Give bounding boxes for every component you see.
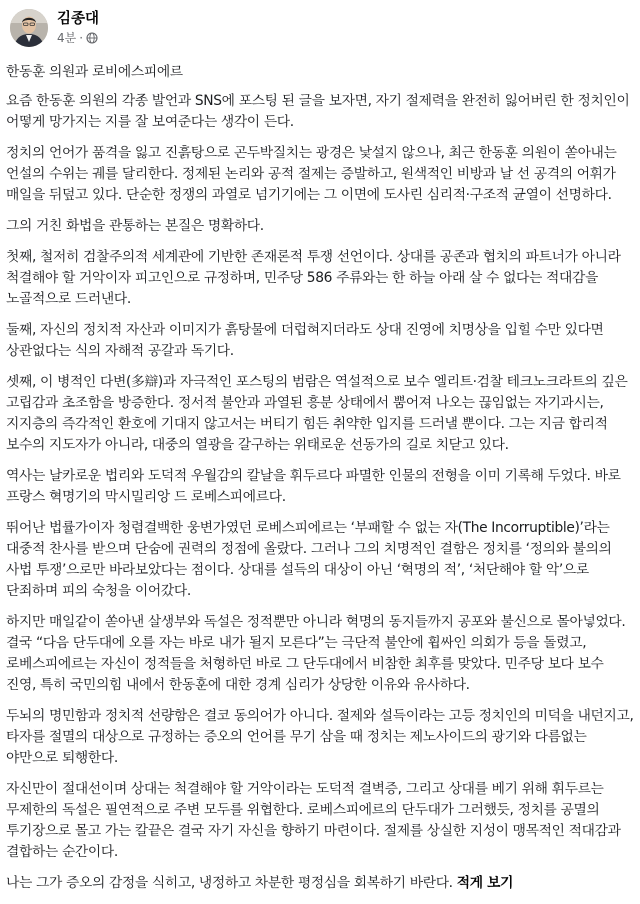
post-paragraph: 요즘 한동훈 의원의 각종 발언과 SNS에 포스팅 된 글을 보자면, 자기 절제력을 완전히 잃어버린 한 정치인이 어떻게 망가지는 지를 잘 보여준다는 생각이 든다. [6,93,630,130]
post-meta [57,30,99,46]
post-paragraph: 셋째, 이 병적인 다변(多辯)과 자극적인 포스팅의 범람은 역설적으로 보수 엘리트·검찰 테크노크라트의 깊은 고립감과 초조함을 방증한다. 정서적 불안과 과열된 흥분 상태에서 뿜어져 나오는 끊임없는 자기과시는, 지지층의 즉각적인 환호에 기대지 않고서는 버티기 힘든 취약한 입지를 드러낼 뿐이다. 그는 지금 합리적 보수의 지도자가 아니라, 대중의 열광을 갈구하는 위태로운 선동가의 길로 치닫고 있다. [6,374,628,453]
post-paragraph: 정치의 언어가 품격을 잃고 진흙탕으로 곤두박질치는 광경은 낯설지 않으나, 최근 한동훈 의원이 쏟아내는 언설의 수위는 궤를 달리한다. 정제된 논리와 공적 절제는 증발하고, 원색적인 비방과 날 선 공격의 어휘가 매일을 뒤덮고 있다. 단순한 정쟁의 과열로 넘기기에는 그 이면에 도사린 심리적·구조적 균열이 선명하다. [6,145,617,203]
post-paragraph: 두뇌의 명민함과 정치적 선량함은 결코 동의어가 아니다. 절제와 설득이라는 고등 정치인의 미덕을 내던지고, 타자를 절멸의 대상으로 규정하는 증오의 언어를 무기 삼을 때 정치는 제노사이드의 광기와 다름없는 야만으로 퇴행한다. [6,708,634,766]
post-paragraph: 그의 거친 화법을 관통하는 본질은 명확하다. [6,218,264,234]
post-paragraph: 뛰어난 법률가이자 청렴결백한 웅변가였던 로베스피에르는 ‘부패할 수 없는 자(The Incorruptible)’라는 대중적 찬사를 받으며 단숨에 권력의 정점에 올랐다. 그러나 그의 치명적인 결함은 정치를 ‘정의와 불의의 사법 투쟁’으로만 바라보았다는 점이다. 상대를 설득의 대상이 아닌 ‘혁명의 적’, ‘처단해야 할 악’으로 단죄하며 피의 숙청을 이어갔다. [6,520,612,599]
post-timestamp[interactable]: 4분 [57,31,77,45]
globe-icon[interactable] [86,32,98,44]
post-body [6,62,634,904]
author-name[interactable]: 김종대 [57,11,100,27]
post-paragraph: 한동훈 의원과 로비에스피에르 [6,64,183,80]
post-paragraph: 자신만이 절대선이며 상대는 척결해야 할 거악이라는 도덕적 결벽증, 그리고 상대를 베기 위해 휘두르는 무제한의 독설은 필연적으로 주변 모두를 위협한다. 로베스피에르의 단두대가 그러했듯, 정치를 공멸의 투기장으로 몰고 가는 칼끝은 결국 자기 자신을 향하기 마련이다. 절제를 상실한 지성이 맹목적인 적대감과 결합하는 순간이다. [6,781,621,860]
last-paragraph-text: 나는 그가 증오의 감정을 식히고, 냉정하고 차분한 평정심을 회복하기 바란다. [6,875,453,891]
see-less-button[interactable]: 적게 보기 [456,875,514,891]
post-paragraph: 첫째, 철저히 검찰주의적 세계관에 기반한 존재론적 투쟁 선언이다. 상대를 공존과 협치의 파트너가 아니라 척결해야 할 거악이자 피고인으로 규정하며, 민주당 586 주류와는 한 하늘 아래 살 수 없다는 적대감을 노골적으로 드러낸다. [6,249,621,307]
author-avatar[interactable] [10,9,48,47]
avatar-photo-icon [10,9,48,47]
post-paragraph: 하지만 매일같이 쏟아낸 살생부와 독설은 정적뿐만 아니라 혁명의 동지들까지 공포와 불신으로 몰아넣었다. 결국 “다음 단두대에 오를 자는 바로 내가 될지 모른다”는 극단적 불안에 휩싸인 의회가 등을 돌렸고, 로베스피에르는 자신이 정적들을 처형하던 바로 그 단두대에서 비참한 최후를 맞았다. 민주당 보다 보수 진영, 특히 국민의힘 내에서 한동훈에 대한 경계 심리가 상당한 이유와 유사하다. [6,614,626,693]
post-last-paragraph [6,873,634,894]
meta-separator: · [79,31,84,45]
post-paragraph: 역사는 날카로운 법리와 도덕적 우월감의 칼날을 휘두르다 파멸한 인물의 전형을 이미 기록해 두었다. 바로 프랑스 혁명기의 막시밀리앙 드 로베스피에르다. [6,468,621,505]
post-paragraph: 둘째, 자신의 정치적 자산과 이미지가 흙탕물에 더럽혀지더라도 상대 진영에 치명상을 입힐 수만 있다면 상관없다는 식의 자해적 공갈과 독기다. [6,322,604,359]
post-header [10,8,99,48]
